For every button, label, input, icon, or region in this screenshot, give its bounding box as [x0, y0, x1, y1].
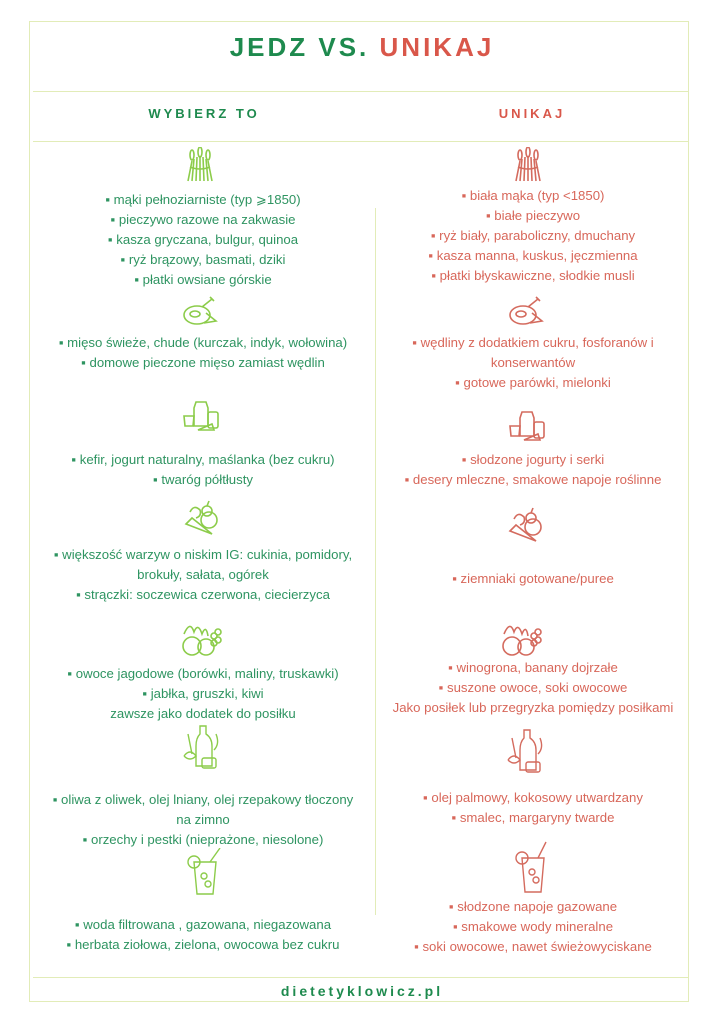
drink-glass-icon-avoid [512, 840, 552, 896]
list-item: ▪ kasza gryczana, bulgur, quinoa [107, 232, 299, 247]
meat-icon [180, 293, 220, 329]
eat-list-grains [33, 190, 373, 290]
column-divider [375, 208, 376, 915]
list-item: ▪ białe pieczywo [485, 208, 581, 223]
eat-list-meat [33, 333, 373, 373]
list-item: ▪ smakowe wody mineralne [452, 919, 614, 934]
list-item: ▪ słodzone jogurty i serki [461, 452, 605, 467]
fruits-icon-avoid [500, 618, 546, 658]
grain-sheaf-icon-avoid [508, 147, 548, 183]
column-header-choose: WYBIERZ TO [148, 106, 260, 121]
list-item: ▪ woda filtrowana , gazowana, niegazowana [74, 917, 332, 932]
list-item: ▪ kasza manna, kuskus, jęczmienna [428, 248, 638, 263]
avoid-list-drinks [378, 897, 688, 957]
meat-icon-avoid [506, 293, 546, 329]
list-item: ▪ ryż biały, paraboliczny, dmuchany [430, 228, 636, 243]
list-item: Jako posiłek lub przegryzka pomiędzy posiłkami [392, 700, 674, 715]
list-item: ▪ mąki pełnoziarniste (typ ⩾1850) [105, 192, 301, 207]
vegetables-icon [182, 500, 222, 536]
list-item: ▪ kefir, jogurt naturalny, maślanka (bez cukru) [71, 452, 335, 467]
list-item: ▪ owoce jagodowe (borówki, maliny, truskawki) [67, 666, 339, 681]
list-item: ▪ suszone owoce, soki owocowe [438, 680, 628, 695]
list-item: ▪ smalec, margaryny twarde [451, 810, 615, 825]
list-item: brokuły, sałata, ogórek [137, 567, 269, 582]
header-divider [33, 141, 689, 142]
list-item: ▪ herbata ziołowa, zielona, owocowa bez cukru [66, 937, 340, 952]
list-item: ▪ wędliny z dodatkiem cukru, fosforanów i [412, 335, 654, 350]
list-item: ▪ oliwa z oliwek, olej lniany, olej rzepakowy tłoczony [52, 792, 354, 807]
footer-divider [33, 977, 689, 978]
list-item: ▪ domowe pieczone mięso zamiast wędlin [81, 355, 325, 370]
list-item: ▪ ziemniaki gotowane/puree [452, 571, 614, 586]
eat-list-fruits [33, 664, 373, 724]
list-item: ▪ twaróg półtłusty [153, 472, 253, 487]
dairy-icon [182, 398, 222, 434]
list-item: ▪ orzechy i pestki (nieprażone, niesolone) [82, 832, 324, 847]
avoid-list-grains [378, 186, 688, 286]
column-header-avoid: UNIKAJ [498, 106, 566, 121]
vegetables-icon-avoid [506, 507, 546, 543]
oil-bottle-icon-avoid [504, 728, 548, 776]
list-item: ▪ strączki: soczewica czerwona, ciecierzyca [76, 587, 330, 602]
title-avoid: UNIKAJ [379, 32, 495, 62]
list-item: ▪ mięso świeże, chude (kurczak, indyk, wołowina) [58, 335, 348, 350]
list-item: na zimno [176, 812, 230, 827]
title-eat: JEDZ VS. [229, 32, 370, 62]
page-title [0, 32, 724, 63]
avoid-list-vegetables [378, 569, 688, 589]
list-item: zawsze jako dodatek do posiłku [110, 706, 296, 721]
eat-list-drinks [33, 915, 373, 955]
list-item: ▪ olej palmowy, kokosowy utwardzany [423, 790, 643, 805]
eat-list-oils [33, 790, 373, 850]
drink-glass-icon [184, 848, 224, 898]
page-frame [29, 21, 689, 1002]
list-item: ▪ płatki owsiane górskie [134, 272, 272, 287]
list-item: ▪ ryż brązowy, basmati, dziki [120, 252, 286, 267]
list-item: ▪ większość warzyw o niskim IG: cukinia, pomidory, [53, 547, 353, 562]
list-item: konserwantów [490, 355, 576, 370]
eat-list-dairy [33, 450, 373, 490]
avoid-list-fruits [378, 658, 688, 718]
grain-sheaf-icon [180, 147, 220, 183]
eat-list-vegetables [33, 545, 373, 605]
dairy-icon-avoid [508, 408, 548, 444]
list-item: ▪ płatki błyskawiczne, słodkie musli [431, 268, 635, 283]
list-item: ▪ winogrona, banany dojrzałe [448, 660, 618, 675]
title-divider [33, 91, 689, 92]
list-item: ▪ soki owocowe, nawet świeżowyciskane [414, 939, 652, 954]
list-item: ▪ pieczywo razowe na zakwasie [110, 212, 296, 227]
list-item: ▪ biała mąka (typ <1850) [461, 188, 605, 203]
footer-website: dietetyklowicz.pl [280, 983, 444, 999]
list-item: ▪ gotowe parówki, mielonki [455, 375, 611, 390]
fruits-icon [180, 618, 226, 658]
list-item: ▪ desery mleczne, smakowe napoje roślinne [404, 472, 662, 487]
list-item: ▪ jabłka, gruszki, kiwi [142, 686, 264, 701]
list-item: ▪ słodzone napoje gazowane [448, 899, 618, 914]
avoid-list-dairy [378, 450, 688, 490]
avoid-list-oils [378, 788, 688, 828]
oil-bottle-icon [180, 724, 224, 772]
avoid-list-meat [378, 333, 688, 393]
